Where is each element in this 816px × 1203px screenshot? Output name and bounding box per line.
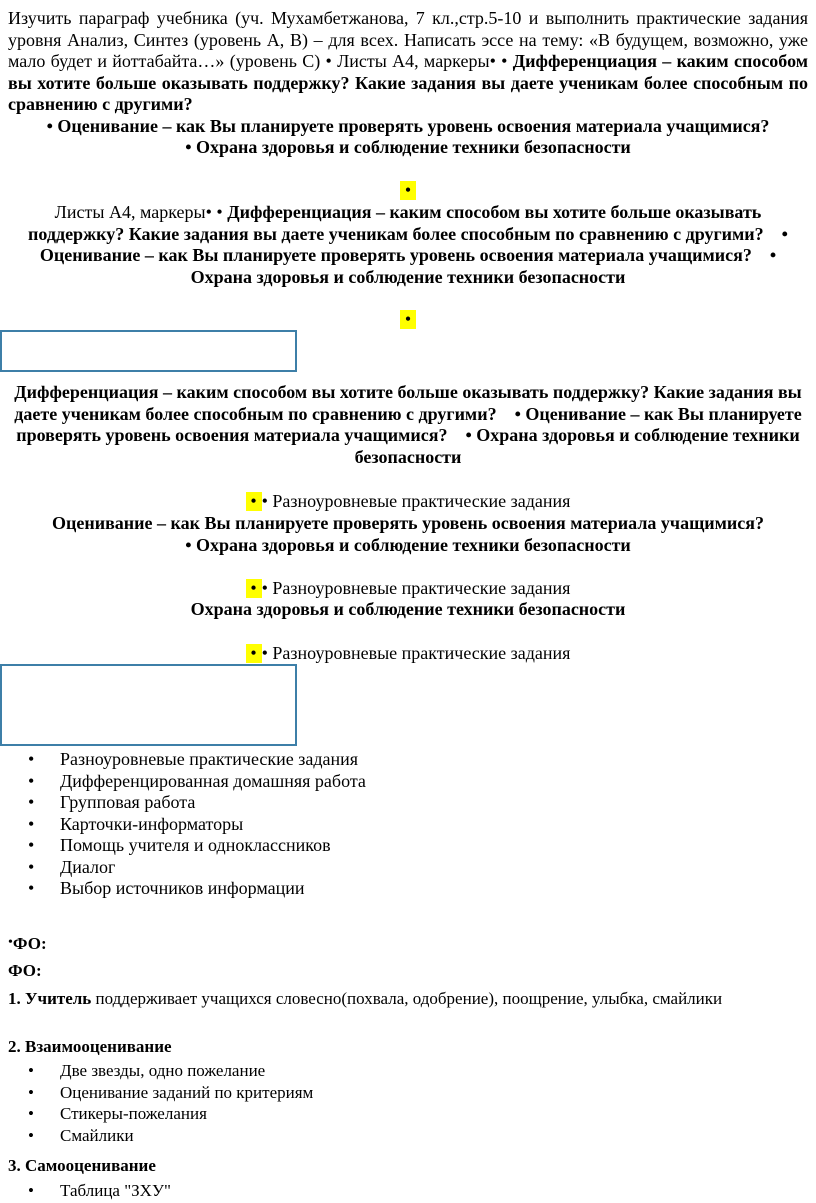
multi-level-text: Разноуровневые практические задания	[272, 491, 571, 511]
bullet-icon: •	[489, 51, 496, 71]
highlight-bullet-2	[8, 309, 808, 331]
highlight-bullet-icon: •	[246, 644, 262, 663]
highlight-bullet-1	[8, 180, 808, 202]
fo-item-1	[8, 988, 808, 1009]
health-line-3	[8, 599, 808, 621]
multi-level-line-1	[8, 491, 808, 513]
health-line-1	[8, 137, 808, 159]
diff-heading: Дифференциация – каким способом вы хотите больше оказывать поддержку? Какие задания вы даете ученикам более способным по сравнению с другими?	[28, 202, 764, 244]
text-box-2	[0, 664, 297, 746]
fo-item-heading: 2. Взаимооценивание	[8, 1037, 172, 1056]
bullet-icon: •	[501, 51, 508, 71]
multi-level-text: Разноуровневые практические задания	[272, 643, 571, 663]
intro-paragraph	[8, 8, 808, 116]
fo-label-1	[8, 933, 808, 956]
section-3	[8, 382, 808, 468]
assess-line-2	[8, 513, 808, 535]
intro-text: Изучить параграф учебника (уч. Мухамбетжанова, 7 кл.,стр.5-10 и выполнить практические задания уровня Анализ, Синтез (уровень А, В) – для всех. Написать эссе на тему: «В будущем, возможно, уже мало будет и йоттабайта…» (уровень С)	[8, 8, 808, 71]
multi-level-text: Разноуровневые практические задания	[272, 578, 571, 598]
fo-item-heading: 3. Самооценивание	[8, 1156, 156, 1175]
list-item-text: Оценивание заданий по критериям	[60, 1082, 314, 1102]
bullet-icon: •	[28, 878, 35, 898]
bullet-icon: •	[46, 116, 53, 136]
health-heading: Охрана здоровья и соблюдение техники безопасности	[354, 425, 800, 467]
bullet-icon: •	[185, 535, 192, 555]
fo-label-2	[8, 960, 808, 981]
assess-heading: Оценивание – как Вы планируете проверять уровень освоения материала учащимися?	[16, 403, 802, 445]
bullet-icon: •	[28, 1061, 34, 1080]
bullet-icon: •	[28, 835, 35, 855]
health-heading: Охрана здоровья и соблюдение техники безопасности	[196, 535, 631, 555]
highlight-bullet-icon: •	[246, 492, 262, 511]
bullet-icon: •	[28, 813, 35, 834]
list-item-text: Выбор источников информации	[60, 878, 305, 898]
fo-item-text: поддерживает учащихся словесно(похвала, одобрение), поощрение, улыбка, смайлики	[95, 989, 723, 1008]
health-heading: Охрана здоровья и соблюдение техники безопасности	[196, 137, 631, 157]
list-item-text: Две звезды, одно пожелание	[60, 1061, 266, 1080]
list-item-text: Помощь учителя и одноклассников	[60, 835, 331, 855]
bullet-icon: •	[28, 1125, 34, 1145]
diff-list	[0, 749, 366, 900]
list-item-text: Карточки-информаторы	[60, 813, 244, 834]
list-item-text: Таблица "ЗХУ"	[60, 1181, 171, 1200]
fo-label-text: ФО:	[8, 961, 42, 980]
assess-heading: Оценивание – как Вы планируете проверять уровень освоения материала учащимися?	[57, 116, 770, 136]
bullet-icon: •	[465, 425, 472, 445]
fo-item-number: 1.	[8, 989, 21, 1008]
list-item	[0, 814, 366, 836]
bullet-icon: •	[8, 935, 13, 950]
list-item	[0, 1103, 313, 1125]
list-item-text: Диалог	[60, 856, 116, 877]
health-heading: Охрана здоровья и соблюдение техники безопасности	[190, 599, 626, 619]
text-box-1	[0, 330, 297, 372]
list-item	[0, 1082, 313, 1104]
bullet-icon: •	[325, 51, 332, 71]
list-item	[0, 792, 366, 814]
bullet-icon: •	[185, 137, 192, 157]
list-item-text: Групповая работа	[60, 792, 196, 812]
assess-heading: Оценивание – как Вы планируете проверять уровень освоения материала учащимися?	[51, 513, 765, 533]
bullet-icon: •	[216, 202, 223, 222]
bullet-icon: •	[28, 792, 35, 812]
bullet-icon: •	[28, 749, 35, 769]
list-item	[0, 857, 366, 879]
list-item-text: Смайлики	[60, 1125, 134, 1145]
bullet-icon: •	[769, 245, 777, 265]
fo-label-text: ФО:	[12, 934, 47, 953]
bullet-icon: •	[28, 1181, 34, 1200]
fo-item-3	[8, 1155, 808, 1176]
list-item-text: Дифференцированная домашняя работа	[60, 770, 366, 791]
list-item	[0, 835, 366, 857]
list-item	[0, 878, 366, 900]
diff-heading: Дифференциация – каким способом вы хотите больше оказывать поддержку? Какие задания вы даете ученикам более способным по сравнению с другими?	[8, 51, 808, 114]
bullet-icon: •	[261, 491, 268, 511]
bullet-icon: •	[28, 770, 35, 791]
health-line-2	[8, 535, 808, 557]
intro-materials: Листы А4, маркеры	[337, 51, 490, 71]
list-item	[0, 771, 366, 793]
list-item	[0, 1125, 313, 1147]
list-item	[0, 1060, 313, 1082]
bullet-icon: •	[28, 1104, 34, 1123]
bullet-icon: •	[261, 643, 268, 663]
multi-level-line-2	[8, 578, 808, 600]
section-2	[8, 202, 808, 288]
bullet-icon: •	[781, 223, 788, 244]
highlight-bullet-icon: •	[400, 310, 416, 329]
assess-line-1	[8, 116, 808, 138]
fo-item-bold: Учитель	[25, 989, 92, 1008]
self-list	[0, 1180, 171, 1202]
list-item	[0, 749, 366, 771]
bullet-icon: •	[261, 578, 268, 598]
bullet-icon: •	[514, 403, 521, 424]
highlight-bullet-icon: •	[400, 181, 416, 200]
assess-heading: Оценивание – как Вы планируете проверять уровень освоения материала учащимися?	[39, 245, 752, 265]
bullet-icon: •	[28, 1082, 34, 1102]
bullet-icon: •	[28, 856, 35, 877]
fo-item-2	[8, 1036, 808, 1057]
list-item-text: Стикеры-пожелания	[60, 1104, 207, 1123]
list-item	[0, 1180, 171, 1202]
highlight-bullet-icon: •	[246, 579, 262, 598]
multi-level-line-3	[8, 643, 808, 665]
peer-list	[0, 1060, 313, 1146]
list-item-text: Разноуровневые практические задания	[60, 749, 359, 769]
bullet-icon: •	[205, 202, 212, 222]
diff-heading: Дифференциация – каким способом вы хотите больше оказывать поддержку? Какие задания вы даете ученикам более способным по сравнению с другими?	[14, 382, 802, 424]
materials-text: Листы А4, маркеры	[54, 202, 206, 222]
health-heading: Охрана здоровья и соблюдение техники безопасности	[190, 266, 626, 287]
